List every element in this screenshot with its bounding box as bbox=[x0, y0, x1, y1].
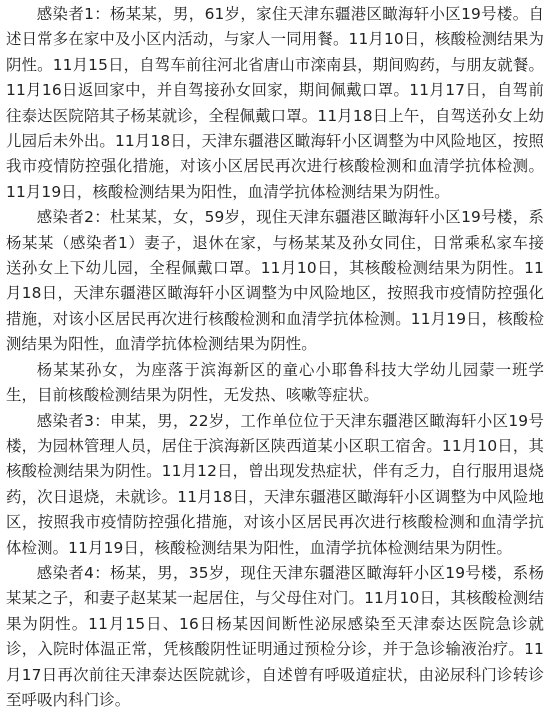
paragraph-case-3: 感染者3：申某，男，22岁，工作单位位于天津东疆港区瞰海轩小区19号楼，为园林管理人员，居住于滨海新区陕西道某小区职工宿舍。11月10日，其核酸检测结果为阴性。11月12日，曾出现发热症状，伴有乏力，自行服用退烧药，次日退烧，未就诊。11月18日，天津东疆港区瞰海轩小区调整为中风险地区，按照我市疫情防控强化措施，对该小区居民再次进行核酸检测和血清学抗体检测。11月19日，核酸检测结果为阳性，血清学抗体检测结果为阴性。 bbox=[6, 411, 544, 557]
paragraph-case-1: 感染者1：杨某某，男，61岁，家住天津东疆港区瞰海轩小区19号楼。自述日常多在家中及小区内活动，与家人一同用餐。11月10日，核酸检测结果为阴性。11月15日，自驾车前往河北省唐山市滦南县，期间购药，与朋友就餐。11月16日返回家中，并自驾接孙女回家，期间佩戴口罩。11月17日，自驾前往泰达医院陪其子杨某就诊，全程佩戴口罩。11月18日上午，自驾送孙女上幼儿园后未外出。11月18日，天津东疆港区瞰海轩小区调整为中风险地区，按照我市疫情防控强化措施，对该小区居民再次进行核酸检测和血清学抗体检测。11月19日，核酸检测结果为阳性，血清学抗体检测结果为阴性。 bbox=[6, 5, 544, 201]
paragraph-case-2: 感染者2：杜某某，女，59岁，现住天津东疆港区瞰海轩小区19号楼，系杨某某（感染者1）妻子，退休在家，与杨某某及孙女同住，日常乘私家车接送孙女上下幼儿园，全程佩戴口罩。11月10日，其核酸检测结果为阴性。11月18日，天津东疆港区瞰海轩小区调整为中风险地区，按照我市疫情防控强化措施，对该小区居民再次进行核酸检测和血清学抗体检测。11月19日，核酸检测结果为阳性，血清学抗体检测结果为阴性。 bbox=[6, 208, 544, 354]
paragraph-case-4: 感染者4：杨某，男，35岁，现住天津东疆港区瞰海轩小区19号楼，系杨某某之子，和妻子赵某某一起居住，与父母住对门。11月10日，其核酸检测结果为阴性。11月15日、16日杨某因间断性泌尿感染至天津泰达医院急诊就诊，入院时体温正常，凭核酸阴性证明通过预检分诊，并于急诊输液治疗。11月17日再次前往天津泰达医院就诊，自述曾有呼吸道症状，由泌尿科门诊转诊至呼吸内科门诊。 bbox=[6, 563, 544, 709]
paragraph-granddaughter: 杨某某孙女，为座落于滨海新区的童心小耶鲁科技大学幼儿园蒙一班学生，目前核酸检测结果为阴性，无发热、咳嗽等症状。 bbox=[6, 360, 544, 405]
